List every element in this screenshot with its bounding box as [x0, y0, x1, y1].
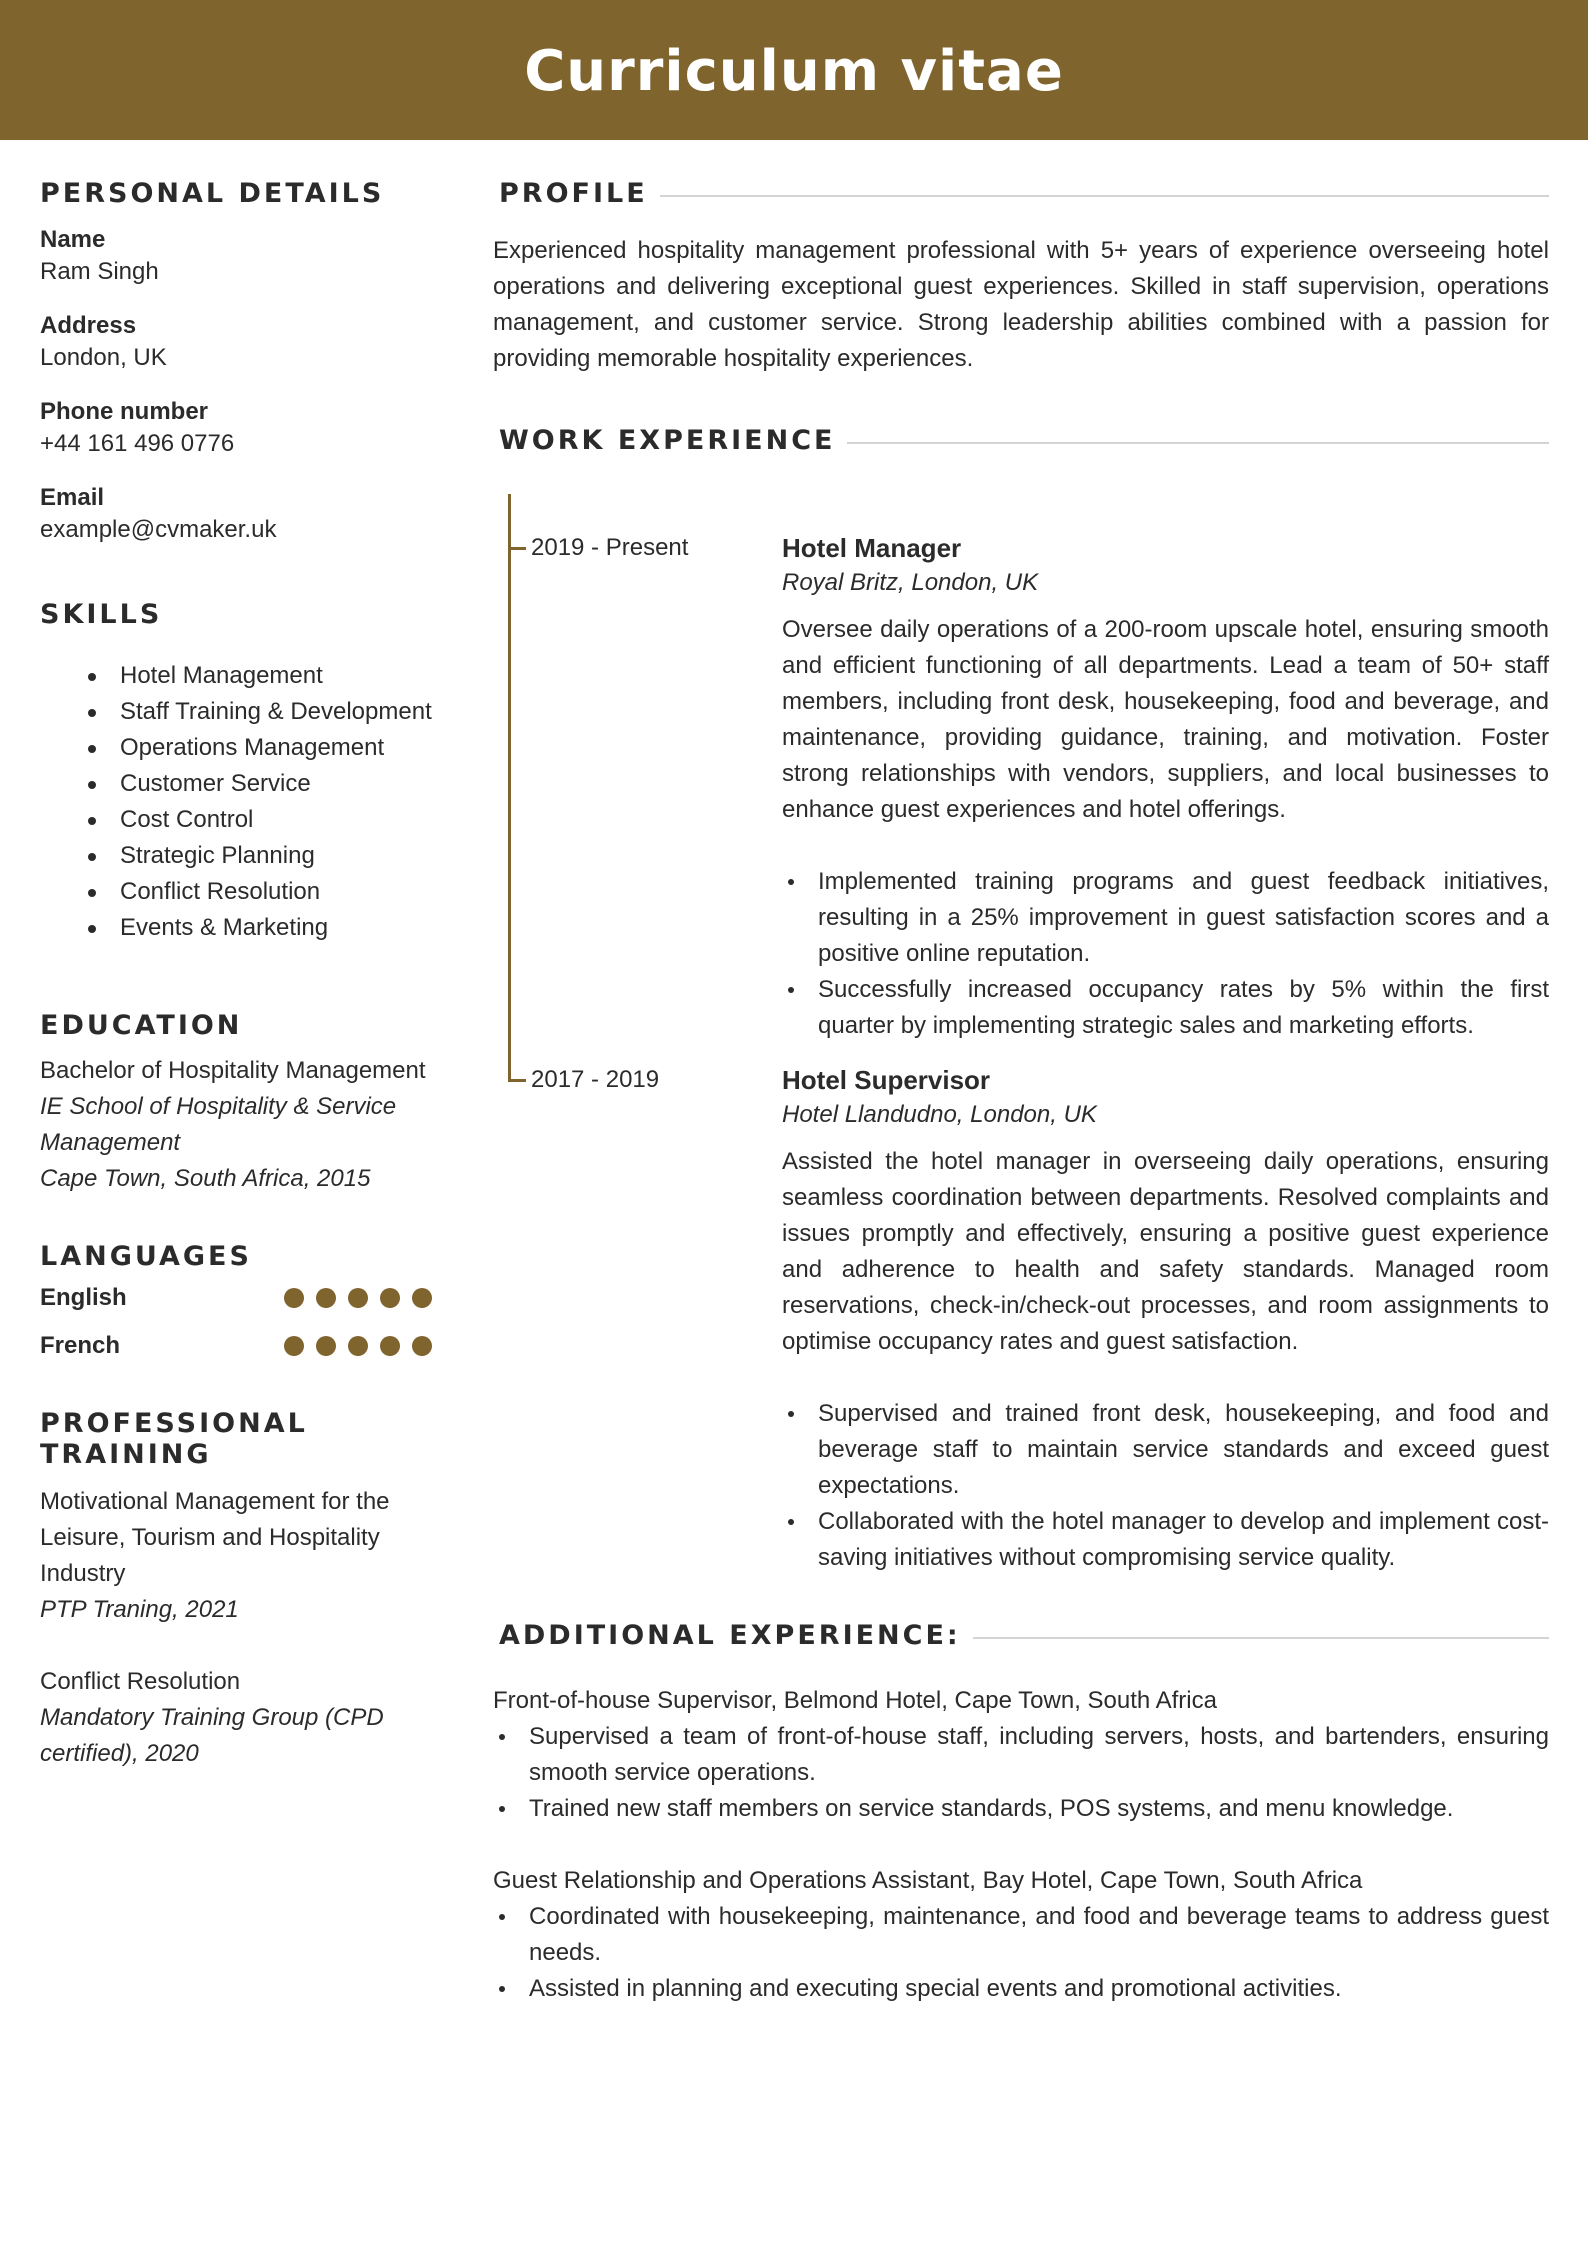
work-experience-section	[493, 425, 1549, 1576]
job-description: Oversee daily operations of a 200-room upscale hotel, ensuring smooth and efficient functioning of all departments. Lead a team of 50+ staff members, including front desk, housekeeping, food and beverage, and maintenance, providing guidance, training, and motivation. Foster strong relationships with vendors, suppliers, and local businesses to enhance guest experiences and hotel offerings.	[782, 616, 1549, 823]
achievement-item: Successfully increased occupancy rates by 5% within the first quarter by implementing strategic sales and marketing efforts.	[782, 972, 1549, 1044]
language-level-dots	[284, 1336, 432, 1356]
level-dot	[412, 1336, 432, 1356]
additional-role-bullets	[493, 1719, 1549, 1827]
training-provider: Mandatory Training Group (CPD	[40, 1704, 384, 1731]
skill-item: Customer Service	[88, 766, 440, 802]
education-section	[40, 1010, 440, 1197]
personal-details-section	[40, 178, 440, 547]
level-dot	[348, 1288, 368, 1308]
additional-bullet: Coordinated with housekeeping, maintenance, and food and beverage teams to address guest needs.	[493, 1899, 1549, 1971]
job-dates	[493, 1062, 782, 1576]
level-dot	[380, 1336, 400, 1356]
level-dot	[284, 1336, 304, 1356]
job-company: Royal Britz, London, UK	[782, 569, 1039, 596]
skill-item: Events & Marketing	[88, 910, 440, 946]
additional-experience-header	[499, 1620, 1549, 1651]
achievement-item: Supervised and trained front desk, housekeeping, and food and beverage staff to maintain service standards and exceed guest expectations.	[782, 1396, 1549, 1504]
language-name: English	[40, 1284, 127, 1311]
job-dates-text: 2019 - Present	[531, 534, 689, 561]
job-company: Hotel Llandudno, London, UK	[782, 1101, 1097, 1128]
skills-section	[40, 599, 440, 946]
work-timeline	[493, 494, 1549, 1576]
training-section	[40, 1408, 440, 1772]
level-dot	[316, 1336, 336, 1356]
degree: Bachelor of Hospitality Management	[40, 1057, 426, 1084]
additional-bullet: Trained new staff members on service standards, POS systems, and menu knowledge.	[493, 1791, 1549, 1827]
profile-header	[499, 178, 1549, 209]
language-row	[40, 1274, 432, 1322]
job-title: Hotel Supervisor	[782, 1065, 991, 1095]
training-course: Motivational Management for the	[40, 1488, 390, 1515]
email-label: Email	[40, 484, 105, 511]
job-entry	[493, 494, 1549, 1044]
job-description: Assisted the hotel manager in overseeing daily operations, ensuring seamless coordination between departments. Resolved complaints and issues promptly and effectively, ensuring a positive guest experience and adherence to health and safety standards. Managed room reservations, check-in/check-out processes, and room assignments to optimise occupancy rates and guest satisfaction.	[782, 1148, 1549, 1355]
additional-experience-heading: ADDITIONAL EXPERIENCE:	[499, 1620, 961, 1651]
training-course: Industry	[40, 1560, 126, 1587]
achievement-item: Implemented training programs and guest feedback initiatives, resulting in a 25% improvement in guest satisfaction scores and a positive online reputation.	[782, 864, 1549, 972]
right-column	[493, 178, 1549, 2007]
language-name: French	[40, 1332, 121, 1359]
achievement-item: Collaborated with the hotel manager to develop and implement cost-saving initiatives without compromising service quality.	[782, 1504, 1549, 1576]
address-value: London, UK	[40, 344, 167, 371]
school-name-cont: Management	[40, 1129, 181, 1156]
left-column	[40, 178, 440, 1810]
email-value: example@cvmaker.uk	[40, 516, 277, 543]
additional-role: Guest Relationship and Operations Assistant, Bay Hotel, Cape Town, South Africa	[493, 1867, 1363, 1894]
additional-bullet: Supervised a team of front-of-house staff, including servers, hosts, and bartenders, ensuring smooth service operations.	[493, 1719, 1549, 1791]
language-row	[40, 1322, 432, 1370]
training-item	[40, 1664, 440, 1772]
skills-heading: SKILLS	[40, 599, 163, 630]
section-divider	[973, 1637, 1549, 1639]
additional-item	[493, 1683, 1549, 1827]
additional-role-bullets	[493, 1899, 1549, 2007]
level-dot	[380, 1288, 400, 1308]
job-body	[782, 530, 1549, 1044]
training-heading: PROFESSIONAL TRAINING	[40, 1408, 308, 1470]
timeline-marker	[508, 1079, 526, 1082]
education-location-year: Cape Town, South Africa, 2015	[40, 1165, 371, 1192]
training-course: Conflict Resolution	[40, 1668, 241, 1695]
skills-list	[40, 658, 440, 946]
skill-item: Staff Training & Development	[88, 694, 440, 730]
skill-item: Hotel Management	[88, 658, 440, 694]
additional-experience-section	[493, 1620, 1549, 2007]
profile-heading: PROFILE	[499, 178, 648, 209]
phone-value: +44 161 496 0776	[40, 430, 235, 457]
level-dot	[348, 1336, 368, 1356]
job-achievements	[782, 1396, 1549, 1576]
training-provider: PTP Traning, 2021	[40, 1596, 239, 1623]
education-heading: EDUCATION	[40, 1010, 243, 1041]
skill-item: Operations Management	[88, 730, 440, 766]
additional-role: Front-of-house Supervisor, Belmond Hotel, Cape Town, South Africa	[493, 1687, 1217, 1714]
additional-item	[493, 1863, 1549, 2007]
job-body	[782, 1062, 1549, 1576]
skill-item: Cost Control	[88, 802, 440, 838]
header-banner	[0, 0, 1588, 140]
section-divider	[660, 195, 1549, 197]
work-experience-header	[499, 425, 1549, 456]
timeline-marker	[508, 547, 526, 550]
work-experience-heading: WORK EXPERIENCE	[499, 425, 836, 456]
level-dot	[412, 1288, 432, 1308]
languages-heading: LANGUAGES	[40, 1241, 252, 1272]
name-label: Name	[40, 226, 106, 253]
level-dot	[316, 1288, 336, 1308]
additional-bullet: Assisted in planning and executing special events and promotional activities.	[493, 1971, 1549, 2007]
personal-details-heading: PERSONAL DETAILS	[40, 178, 385, 209]
level-dot	[284, 1288, 304, 1308]
job-entry	[493, 1062, 1549, 1576]
job-achievements	[782, 864, 1549, 1044]
skill-item: Strategic Planning	[88, 838, 440, 874]
language-level-dots	[284, 1288, 432, 1308]
address-label: Address	[40, 312, 137, 339]
job-title: Hotel Manager	[782, 533, 962, 563]
phone-label: Phone number	[40, 398, 209, 425]
training-provider: certified), 2020	[40, 1740, 199, 1767]
training-item	[40, 1484, 440, 1628]
skill-item: Conflict Resolution	[88, 874, 440, 910]
profile-section	[493, 178, 1549, 377]
page-title: Curriculum vitae	[524, 38, 1064, 104]
name-value: Ram Singh	[40, 258, 159, 285]
section-divider	[847, 442, 1549, 444]
job-dates-text: 2017 - 2019	[531, 1066, 660, 1093]
training-course: Leisure, Tourism and Hospitality	[40, 1524, 380, 1551]
profile-text: Experienced hospitality management professional with 5+ years of experience overseeing hotel operations and delivering exceptional guest experiences. Skilled in staff supervision, operations management, and customer service. Strong leadership abilities combined with a passion for providing memorable hospitality experiences.	[493, 237, 1549, 372]
job-dates	[493, 530, 782, 1044]
languages-section	[40, 1241, 440, 1370]
school-name: IE School of Hospitality & Service	[40, 1093, 397, 1120]
